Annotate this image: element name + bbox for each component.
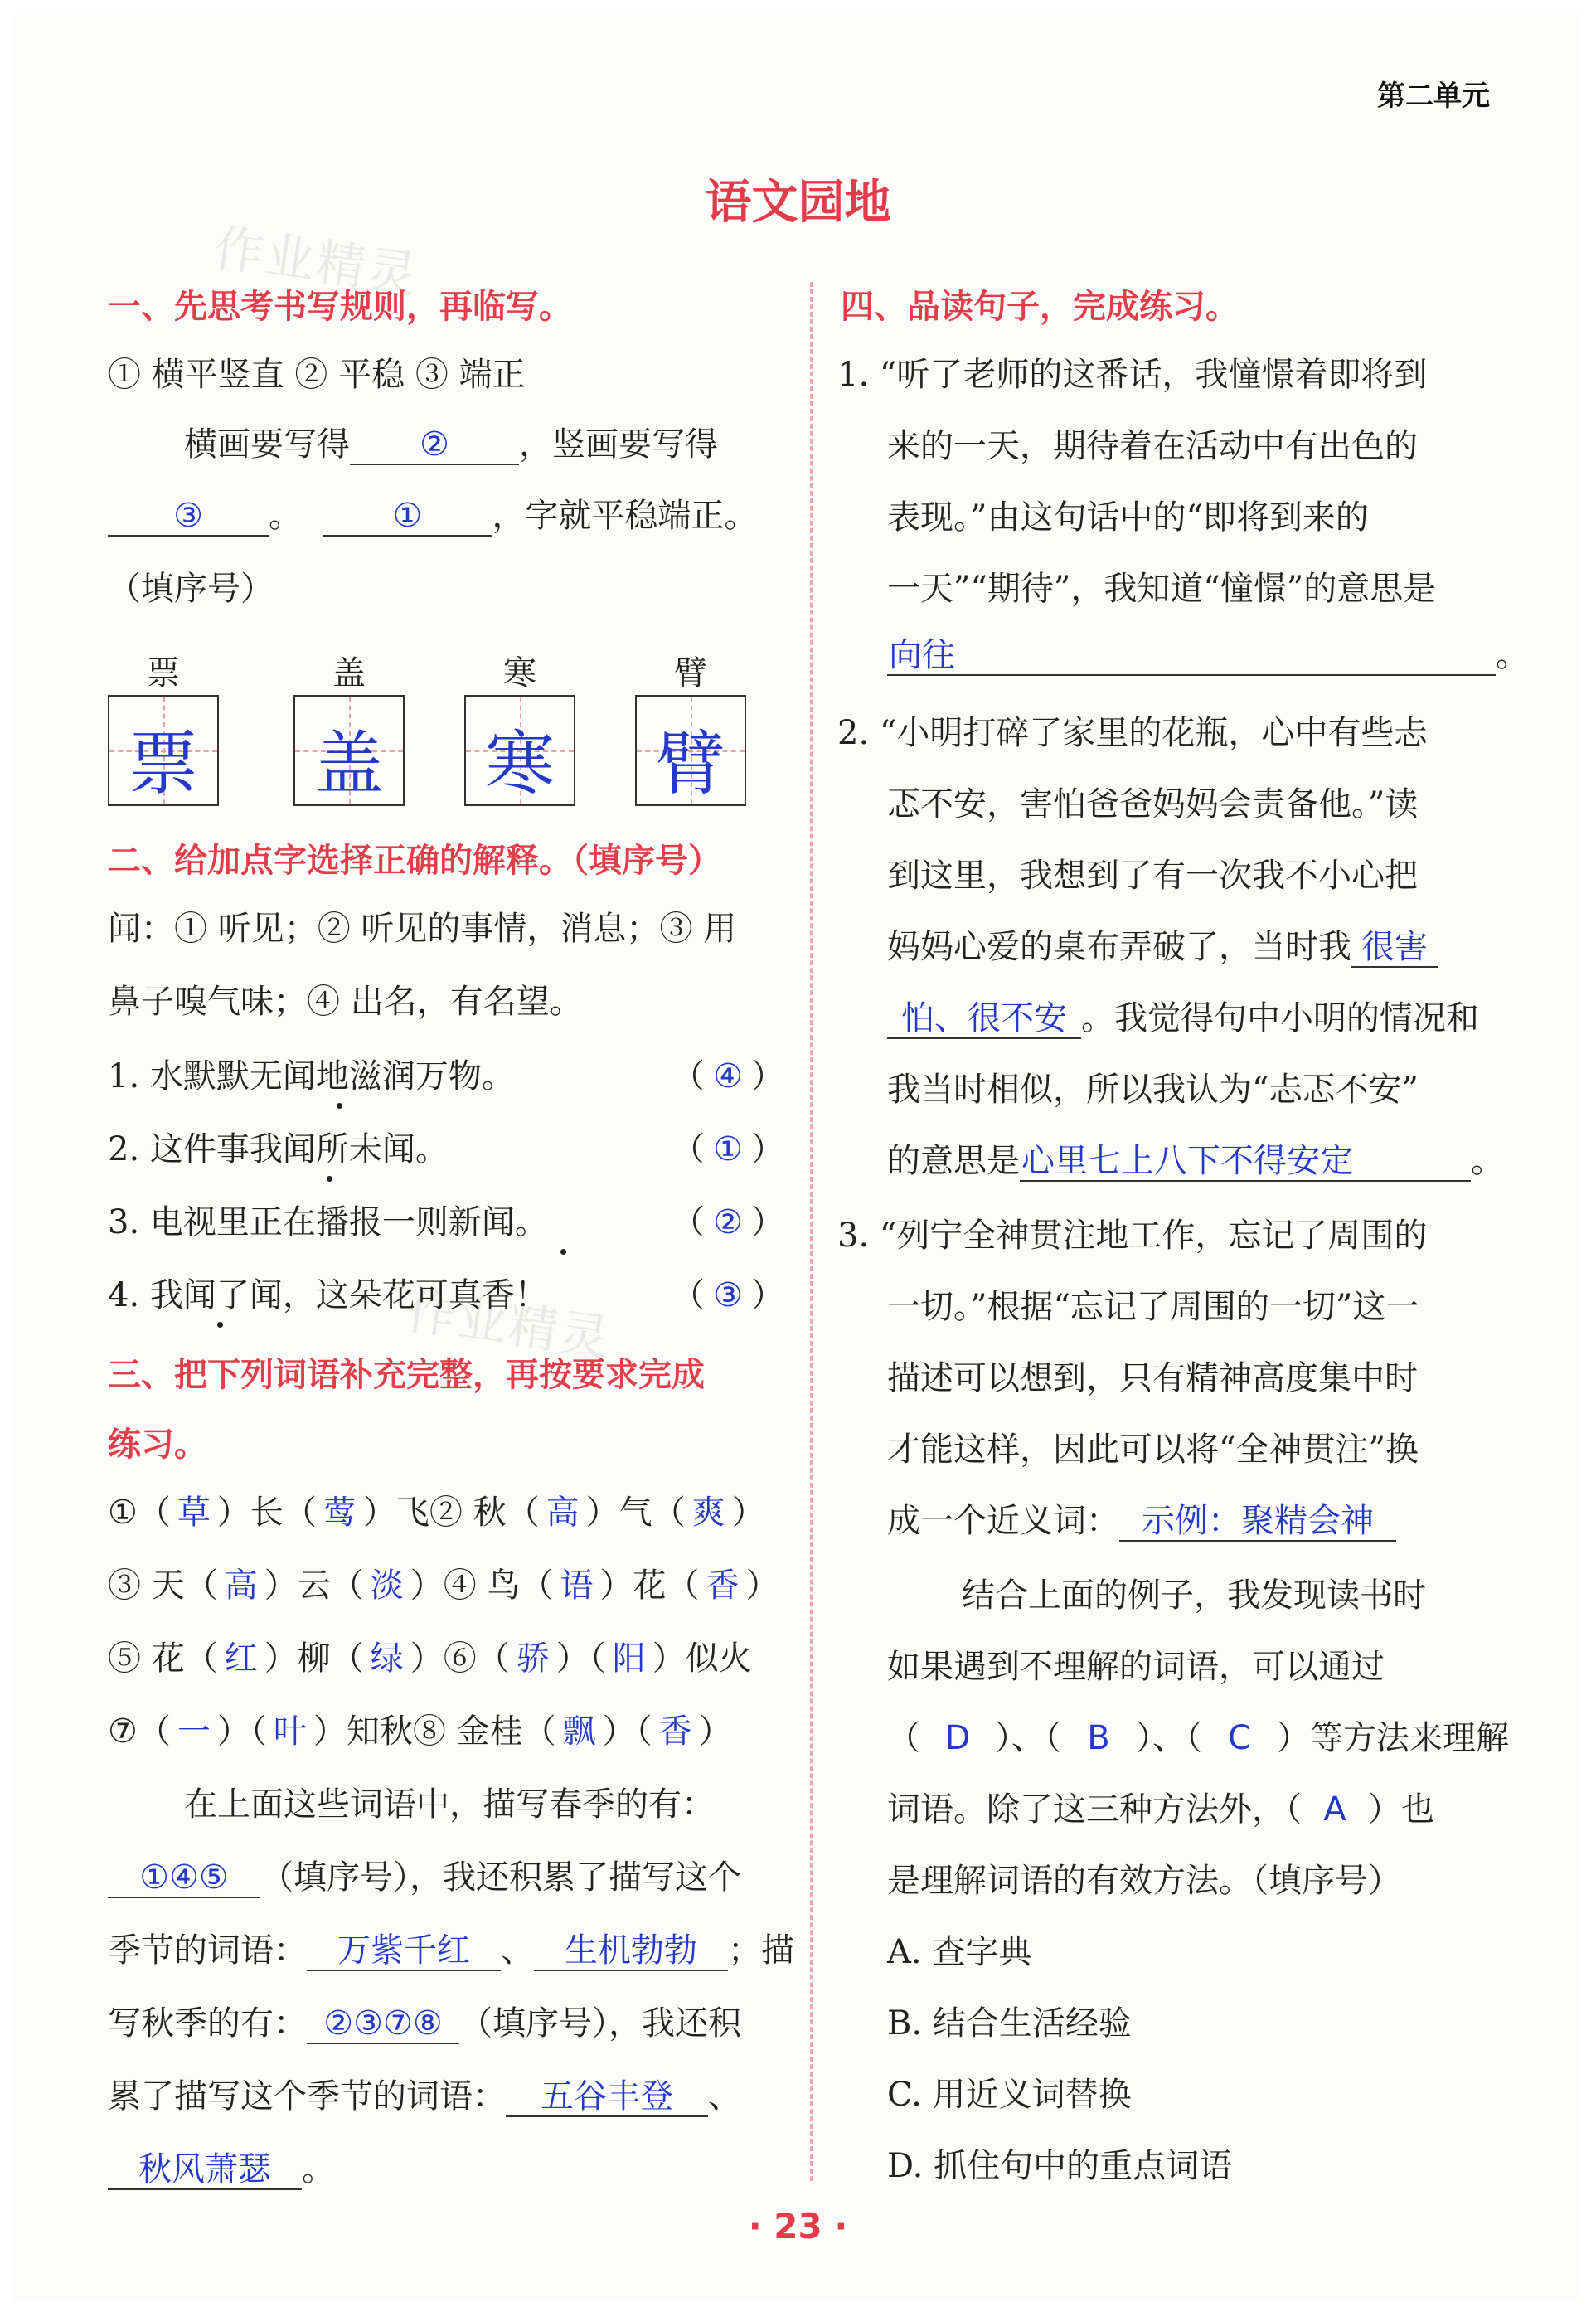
s2-definition: 闻：① 听见；② 听见的事情，消息；③ 用 bbox=[108, 910, 737, 948]
answer-blank: ① bbox=[323, 497, 492, 537]
s4-para: （ D ）、（ B ）、（ C ）等方法来理解 bbox=[887, 1719, 1509, 1757]
answer-blank: 示例：聚精会神 bbox=[1119, 1502, 1396, 1542]
answer-blank: 很害 bbox=[1351, 928, 1438, 968]
s4-option: C. 用近义词替换 bbox=[887, 2076, 1132, 2114]
s4-q1-line: 来的一天，期待着在活动中有出色的 bbox=[887, 427, 1418, 465]
watermark: 作业精灵 bbox=[210, 219, 422, 305]
unit-label: 第二单元 bbox=[1377, 80, 1490, 113]
s4-para: 词语。除了这三种方法外，（ A ）也 bbox=[887, 1790, 1434, 1829]
written-char: 臂 bbox=[655, 723, 725, 804]
char-label: 票 bbox=[147, 654, 180, 692]
s4-q2-line: 2. “小明打碎了家里的花瓶，心中有些忐 bbox=[837, 714, 1428, 752]
section-3-heading: 三、把下列词语补充完整，再按要求完成 bbox=[108, 1356, 705, 1394]
written-char: 盖 bbox=[313, 723, 384, 804]
writing-grid bbox=[293, 695, 405, 806]
section-4-heading: 四、品读句子，完成练习。 bbox=[841, 288, 1239, 326]
emphasis-dot bbox=[217, 1322, 223, 1328]
watermark: 作业精灵 bbox=[402, 1282, 614, 1368]
answer-blank: 万紫千红 bbox=[307, 1931, 501, 1971]
s4-q3-line: 一切。”根据“忘记了周围的一切”这一 bbox=[887, 1288, 1419, 1326]
s3-row: ①（ 草 ）长（ 莺 ）飞② 秋（ 高 ）气（ 爽 ） bbox=[108, 1494, 765, 1532]
char-label: 臂 bbox=[674, 654, 707, 692]
s3-para: 累了描写这个季节的词语： 五谷丰登 、 bbox=[108, 2077, 741, 2115]
emphasis-dot bbox=[327, 1176, 332, 1182]
s4-q2-line: 我当时相似，所以我认为“忐忑不安” bbox=[887, 1071, 1419, 1109]
char-label: 寒 bbox=[503, 654, 536, 692]
page-title: 语文园地 bbox=[705, 176, 891, 230]
s3-para: 季节的词语： 万紫千红 、 生机勃勃 ；描 bbox=[108, 1931, 794, 1970]
written-char: 票 bbox=[128, 723, 198, 804]
s4-para: 结合上面的例子，我发现读书时 bbox=[962, 1576, 1426, 1615]
page-number: · 23 · bbox=[748, 2206, 848, 2247]
answer-blank: 怕、很不安 bbox=[887, 999, 1081, 1039]
answer-blank: ② bbox=[350, 425, 519, 465]
s4-q3-line: 3. “列宁全神贯注地工作，忘记了周围的 bbox=[837, 1217, 1428, 1255]
s1-line2: ③ 。 ① ，字就平稳端正。 bbox=[108, 496, 757, 537]
answer-blank: 生机勃勃 bbox=[534, 1931, 728, 1971]
s2-definition: 鼻子嗅气味；④ 出名，有名望。 bbox=[108, 983, 583, 1021]
writing-grid bbox=[108, 695, 219, 806]
s3-para: 秋风萧瑟 。 bbox=[108, 2149, 335, 2190]
s4-q3-line: 描述可以想到，只有精神高度集中时 bbox=[887, 1359, 1418, 1397]
s3-row: ③ 天（ 高 ）云（ 淡 ）④ 鸟（ 语 ）花（ 香 ） bbox=[108, 1567, 779, 1605]
s2-answer: （ ① ） bbox=[672, 1130, 784, 1168]
s4-q2-line: 怕、很不安 。我觉得句中小明的情况和 bbox=[887, 998, 1479, 1039]
s4-q3-line: 才能这样，因此可以将“全神贯注”换 bbox=[887, 1431, 1419, 1469]
s4-option: D. 抓住句中的重点词语 bbox=[887, 2147, 1233, 2185]
s4-option: B. 结合生活经验 bbox=[887, 2004, 1132, 2043]
s4-q1-line: 一天”“期待”，我知道“憧憬”的意思是 bbox=[887, 570, 1437, 608]
writing-grid bbox=[635, 695, 746, 806]
s3-row: ⑦（ 一 ）（ 叶 ）知秋⑧ 金桂（ 飘 ）（ 香 ） bbox=[108, 1712, 732, 1751]
s4-q2-line: 的意思是心里七上八下不得安定 。 bbox=[887, 1142, 1504, 1180]
s2-item: 2. 这件事我闻所未闻。 bbox=[108, 1130, 449, 1168]
s4-q1-line: 1. “听了老师的这番话，我憧憬着即将到 bbox=[837, 356, 1428, 394]
char-label: 盖 bbox=[332, 654, 366, 692]
emphasis-dot bbox=[560, 1249, 566, 1255]
emphasis-dot bbox=[337, 1103, 342, 1109]
s4-q2-line: 到这里，我想到了有一次我不小心把 bbox=[887, 857, 1418, 895]
s2-answer: （ ② ） bbox=[672, 1203, 784, 1241]
s2-answer: （ ④ ） bbox=[672, 1057, 784, 1095]
answer-blank: ①④⑤ bbox=[108, 1858, 260, 1898]
s4-para: 是理解词语的有效方法。（填序号） bbox=[887, 1862, 1401, 1900]
s4-q2-line: 忑不安，害怕爸爸妈妈会责备他。”读 bbox=[887, 785, 1419, 823]
s3-para: 写秋季的有： ②③⑦⑧ （填序号），我还积 bbox=[108, 2004, 741, 2043]
s2-item: 3. 电视里正在播报一则新闻。 bbox=[108, 1203, 548, 1241]
writing-grid bbox=[464, 695, 575, 806]
answer-blank: ③ bbox=[108, 497, 269, 537]
section-3-heading-cont: 练习。 bbox=[108, 1426, 207, 1464]
s1-line1: 横画要写得 ② ，竖画要写得 bbox=[184, 425, 718, 464]
answer-blank: 五谷丰登 bbox=[506, 2077, 708, 2117]
s3-para: ①④⑤ （填序号），我还积累了描写这个 bbox=[108, 1858, 741, 1898]
answer-blank: 心里七上八下不得安定 bbox=[1020, 1142, 1471, 1182]
s4-q2-line: 妈妈心爱的桌布弄破了，当时我 很害 bbox=[887, 927, 1438, 968]
written-char: 寒 bbox=[484, 723, 555, 804]
answer-blank: 秋风萧瑟 bbox=[108, 2150, 302, 2190]
s4-q1-line: 表现。”由这句话中的“即将到来的 bbox=[887, 498, 1369, 537]
section-2-heading: 二、给加点字选择正确的解释。（填序号） bbox=[108, 842, 721, 880]
s4-q1-answer: 向往 。 bbox=[889, 636, 1529, 674]
answer-blank: 向往 bbox=[887, 636, 1496, 676]
s2-item: 4. 我闻了闻，这朵花可真香！ bbox=[108, 1276, 548, 1314]
s3-row: ⑤ 花（ 红 ）柳（ 绿 ）⑥（ 骄 ）（ 阳 ）似火 bbox=[108, 1639, 752, 1678]
column-divider bbox=[810, 282, 813, 2181]
s1-note: （填序号） bbox=[108, 570, 274, 608]
s4-option: A. 查字典 bbox=[887, 1933, 1032, 1971]
s3-para: 在上面这些词语中，描写春季的有： bbox=[184, 1785, 715, 1824]
s4-para: 如果遇到不理解的词语，可以通过 bbox=[887, 1648, 1385, 1686]
s2-answer: （ ③ ） bbox=[672, 1276, 784, 1314]
s1-options: ① 横平竖直 ② 平稳 ③ 端正 bbox=[108, 356, 526, 394]
section-1-heading: 一、先思考书写规则，再临写。 bbox=[108, 288, 572, 326]
answer-blank: ②③⑦⑧ bbox=[307, 2004, 459, 2044]
s2-item: 1. 水默默无闻地滋润万物。 bbox=[108, 1057, 515, 1095]
s4-q3-line: 成一个近义词： 示例：聚精会神 bbox=[887, 1501, 1396, 1542]
